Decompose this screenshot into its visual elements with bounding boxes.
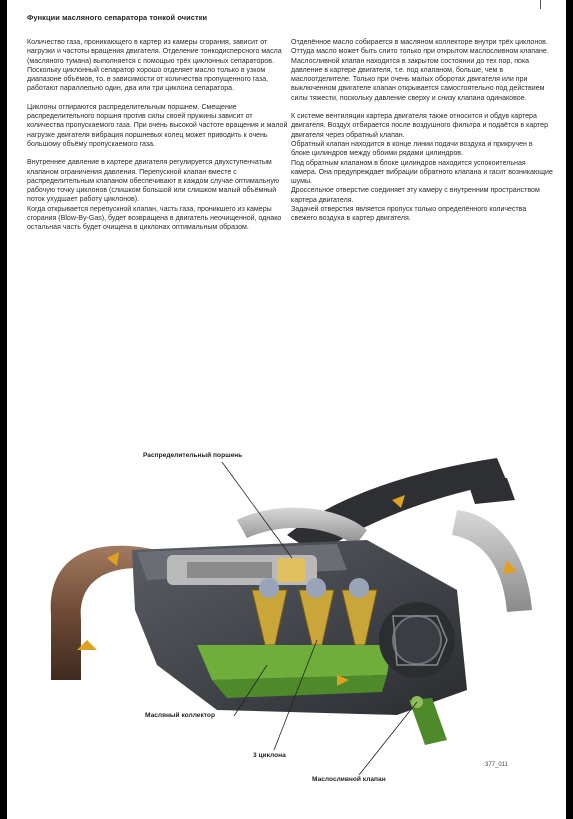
label-oil-collector: Масляный коллектор (145, 712, 215, 719)
label-oil-drain-valve: Маслосливной клапан (312, 776, 386, 783)
text-column-left (27, 38, 289, 242)
page-corner-mark (540, 0, 541, 9)
paragraph: Циклоны отпираются распределительным поршнем. Смещение распределительного поршня против силы своей пружины зависит от количества пропускаемого газа. При очень высокой частоте вращения и малой нагрузке двигателя вибрация поршневых колец может приводить к очень большому объёму пропускаемого газа. (27, 103, 288, 148)
paragraph: Количество газа, проникающего в картер из камеры сгорания, зависит от нагрузки и частоты вращения двигателя. Отделение тонкодисперсного масла (масляного тумана) выполняется с помощью трёх циклонных сепараторов. Поскольку циклонный сепаратор хорошо отделяет масло только в узком диапазоне объёмов, то, в зависимости от количества пропущенного газа, работают параллельно один, два или три циклона сепаратора. (27, 39, 282, 93)
paragraph: Отделённое масло собирается в масляном коллекторе внутри трёх циклонов. Оттуда масло может быть слито только при открытом маслосливном клапане. Маслосливной клапан находится в закрытом состоянии до тех пор, пока давление в картере двигателя, т.е. под клапаном, больше, чем в маслоотделителе. Только при очень малых оборотах двигателя или при выключенном двигателе клапан открывается самостоятельно под действием силы тяжести, поскольку давление сверху и снизу клапана одинаковое. (291, 39, 549, 102)
figure-id: 377_011 (485, 762, 508, 768)
label-three-cyclones: 3 циклона (253, 752, 286, 759)
page-title: Функции масляного сепаратора тонкой очистки (27, 13, 208, 22)
paragraph: Внутреннее давление в картере двигателя регулируется двухступенчатым клапаном ограничения давления. Перепускной клапан вместе с распределительным клапаном обеспечивают в каждом случае оптимальную рабочую точку циклонов (слишком большой или слишком малый объёмный поток ухудшает работу циклонов). Когда открывается перепускной клапан, часть газа, проникшего из камеры сгорания (Blow-By-Gas), будет возвращена в двигатель неочищенной, однако остальная часть будет очищена в циклонах оптимальным образом. (27, 159, 282, 232)
paragraph: К системе вентиляции картера двигателя также относится и обдув картера двигателя. Воздух отбирается после воздушного фильтра и подаётся в картер двигателя через обратный клапан. Обратный клапан находится в конце линии подачи воздуха и прикручен в блоке цилиндров между обоими рядами цилиндров. Под обратным клапаном в блоке цилиндров находится успокоительная камера. Она предупреждает вибрации обратного клапана и гасит возникающие шумы. Дроссельное отверстие соединяет эту камеру с внутренним пространством картера двигателя. Задачей отверстия является пропуск только определённого количества свежего воздуха в картер двигателя. (291, 113, 553, 223)
oil-collector (197, 645, 392, 680)
document-page (7, 0, 566, 819)
text-column-right (291, 38, 553, 233)
cyclone-group (252, 578, 377, 645)
pipe-far-right (452, 510, 532, 612)
separator-drawing (37, 440, 547, 800)
label-distribution-piston: Распределительный поршень (143, 452, 243, 459)
oil-separator-illustration (37, 440, 547, 800)
